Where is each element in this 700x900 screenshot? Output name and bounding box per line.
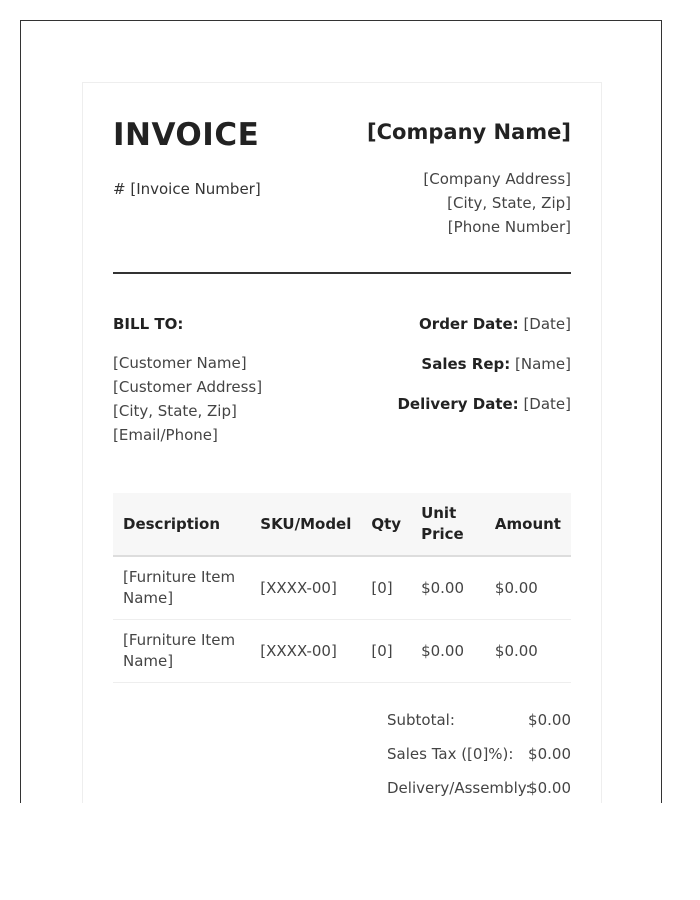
cell-qty: [0] bbox=[361, 556, 411, 620]
sales-rep-value: [Name] bbox=[515, 355, 571, 373]
header-amount: Amount bbox=[494, 514, 561, 533]
subtotal-row bbox=[387, 711, 571, 745]
header-description: Description bbox=[123, 514, 221, 533]
cell-amount: $0.00 bbox=[485, 620, 571, 683]
delivery-date bbox=[397, 395, 571, 413]
cell-amount: $0.00 bbox=[485, 556, 571, 620]
cell-unit-price: $0.00 bbox=[411, 620, 485, 683]
cell-sku: [XXXX-00] bbox=[250, 620, 361, 683]
company-address: [Company Address] bbox=[423, 170, 571, 188]
delivery-assembly-row bbox=[387, 779, 571, 803]
header-qty: Qty bbox=[371, 514, 402, 533]
items-table bbox=[113, 493, 571, 683]
table-header-row bbox=[113, 493, 571, 556]
header-unit-price: Unit Price bbox=[421, 504, 464, 543]
subtotal-value: $0.00 bbox=[528, 711, 571, 729]
table-row bbox=[113, 620, 571, 683]
delivery-assembly-label: Delivery/Assembly: bbox=[387, 779, 531, 797]
bill-to-details bbox=[113, 351, 262, 447]
delivery-date-label: Delivery Date: bbox=[397, 395, 519, 413]
customer-city: [City, State, Zip] bbox=[113, 402, 237, 420]
header-sku: SKU/Model bbox=[260, 514, 352, 533]
bill-to-label: BILL TO: bbox=[113, 315, 184, 333]
sales-rep-label: Sales Rep: bbox=[421, 355, 511, 373]
document-page bbox=[20, 20, 662, 803]
invoice-number: # [Invoice Number] bbox=[113, 180, 261, 198]
subtotal-label: Subtotal: bbox=[387, 711, 455, 729]
customer-address: [Customer Address] bbox=[113, 378, 263, 396]
order-date-label: Order Date: bbox=[419, 315, 519, 333]
customer-contact: [Email/Phone] bbox=[113, 426, 218, 444]
delivery-date-value: [Date] bbox=[523, 395, 571, 413]
sales-tax-label: Sales Tax ([0]%): bbox=[387, 745, 514, 763]
cell-sku: [XXXX-00] bbox=[250, 556, 361, 620]
order-date-value: [Date] bbox=[523, 315, 571, 333]
order-date bbox=[419, 315, 571, 333]
cell-unit-price: $0.00 bbox=[411, 556, 485, 620]
customer-name: [Customer Name] bbox=[113, 354, 247, 372]
company-details bbox=[423, 167, 571, 239]
sales-rep bbox=[421, 355, 571, 373]
delivery-assembly-value: $0.00 bbox=[528, 779, 571, 797]
totals-block bbox=[387, 711, 571, 803]
sales-tax-value: $0.00 bbox=[528, 745, 571, 763]
invoice-title: INVOICE bbox=[113, 117, 260, 153]
cell-description: [Furniture Item Name] bbox=[113, 620, 250, 683]
header-divider bbox=[113, 272, 571, 274]
cell-description: [Furniture Item Name] bbox=[113, 556, 250, 620]
company-city: [City, State, Zip] bbox=[447, 194, 571, 212]
sales-tax-row bbox=[387, 745, 571, 779]
table-row bbox=[113, 556, 571, 620]
invoice-card bbox=[82, 82, 602, 803]
company-phone: [Phone Number] bbox=[447, 218, 571, 236]
company-name: [Company Name] bbox=[367, 120, 571, 144]
cell-qty: [0] bbox=[361, 620, 411, 683]
